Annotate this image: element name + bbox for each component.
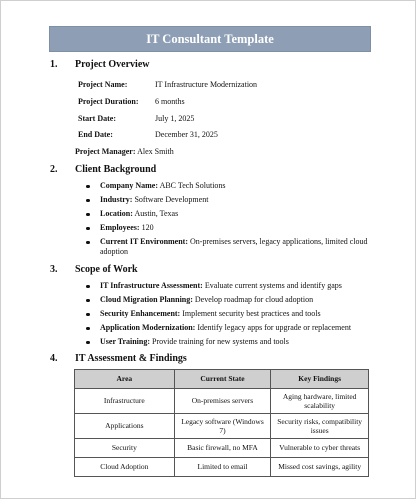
table-cell: Vulnerable to cyber threats: [271, 439, 369, 458]
section-heading-scope-of-work: [50, 264, 138, 275]
section-heading-client-background: [50, 164, 156, 175]
section-heading-project-overview: [50, 59, 150, 70]
list-item: Application Modernization: Identify legacy apps for upgrade or replacement: [86, 323, 386, 333]
field-value: July 1, 2025: [155, 114, 195, 123]
section-title: Scope of Work: [75, 264, 138, 275]
table-header-row: [75, 370, 369, 389]
section-heading-it-assessment: [50, 353, 187, 364]
field-label: End Date:: [78, 130, 113, 139]
table-cell: Applications: [75, 414, 175, 439]
project-manager-value: Alex Smith: [137, 147, 174, 156]
column-header: Area: [75, 370, 175, 389]
column-header: Key Findings: [271, 370, 369, 389]
section-title: Client Background: [75, 164, 157, 175]
section-title: Project Overview: [75, 59, 150, 70]
section-number: 1.: [50, 59, 58, 70]
field-label: Project Name:: [78, 80, 128, 89]
table-row: [75, 414, 369, 439]
table-cell: Legacy software (Windows 7): [174, 414, 271, 439]
list-item: Company Name: ABC Tech Solutions: [86, 181, 376, 191]
scope-of-work-list: [86, 281, 386, 347]
field-value: December 31, 2025: [155, 130, 218, 139]
column-header: Current State: [174, 370, 271, 389]
list-item: Cloud Migration Planning: Develop roadmap for cloud adoption: [86, 295, 386, 305]
table-cell: Security: [75, 439, 175, 458]
section-number: 3.: [50, 264, 58, 275]
list-item: User Training: Provide training for new systems and tools: [86, 337, 386, 347]
document-title-text: IT Consultant Template: [146, 31, 274, 46]
table-cell: Security risks, compatibility issues: [271, 414, 369, 439]
overview-row-project-name: [78, 80, 257, 89]
table-cell: On-premises servers: [174, 389, 271, 414]
overview-row-project-duration: [78, 97, 185, 106]
findings-table: [74, 369, 369, 477]
table-row: [75, 458, 369, 477]
table-cell: Limited to email: [174, 458, 271, 477]
project-manager: [75, 147, 174, 156]
section-number: 4.: [50, 353, 58, 364]
list-item: Current IT Environment: On-premises servers, legacy applications, limited cloud adoption: [86, 237, 376, 257]
list-item: Employees: 120: [86, 223, 376, 233]
field-label: Project Duration:: [78, 97, 139, 106]
table-cell: Missed cost savings, agility: [271, 458, 369, 477]
table-cell: Aging hardware, limited scalability: [271, 389, 369, 414]
table-cell: Basic firewall, no MFA: [174, 439, 271, 458]
section-number: 2.: [50, 164, 58, 175]
table-cell: Cloud Adoption: [75, 458, 175, 477]
list-item: Security Enhancement: Implement security best practices and tools: [86, 309, 386, 319]
document-title: [49, 26, 371, 52]
project-manager-label: Project Manager:: [75, 147, 136, 156]
client-background-list: [86, 181, 376, 257]
table-row: [75, 389, 369, 414]
list-item: Location: Austin, Texas: [86, 209, 376, 219]
list-item: IT Infrastructure Assessment: Evaluate current systems and identify gaps: [86, 281, 386, 291]
table-row: [75, 439, 369, 458]
field-label: Start Date:: [78, 114, 116, 123]
overview-row-start-date: [78, 114, 194, 123]
list-item: Industry: Software Development: [86, 195, 376, 205]
field-value: IT Infrastructure Modernization: [155, 80, 258, 89]
section-title: IT Assessment & Findings: [75, 353, 187, 364]
overview-row-end-date: [78, 130, 218, 139]
field-value: 6 months: [155, 97, 185, 106]
table-cell: Infrastructure: [75, 389, 175, 414]
